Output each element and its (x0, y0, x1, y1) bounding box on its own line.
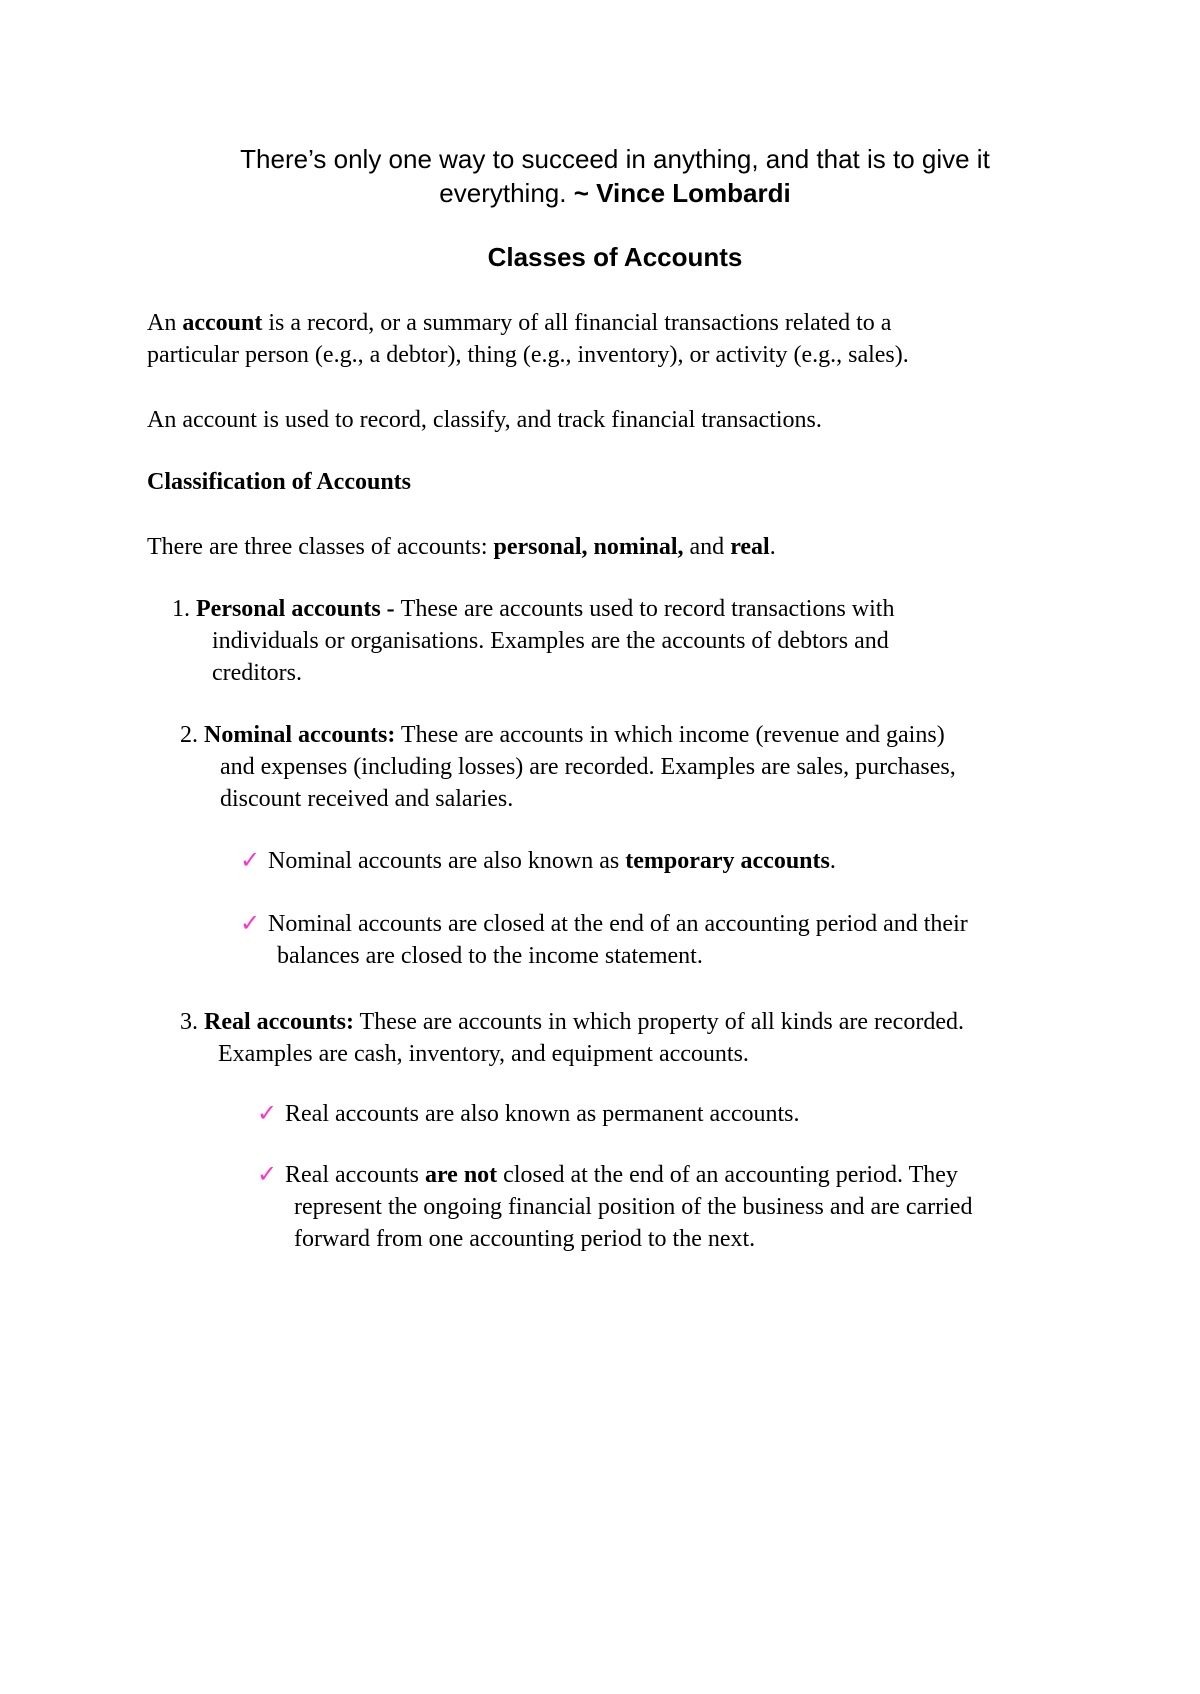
note-bold: temporary accounts (625, 848, 830, 874)
checkmark-icon: ✓ (240, 909, 261, 937)
lead-bold: personal, nominal, (493, 534, 684, 560)
list-item-nominal-accounts (180, 719, 1060, 815)
intro-text: particular person (e.g., a debtor), thing (e.g., inventory), or activity (e.g., sales). (147, 342, 909, 368)
lead-text: There are three classes of accounts: (147, 534, 494, 560)
list-item-text: and expenses (including losses) are recorded. Examples are sales, purchases, (220, 754, 956, 780)
list-item-line (180, 1006, 1060, 1038)
list-number: 3. (180, 1009, 198, 1035)
list-item-label: Nominal accounts: (204, 722, 396, 748)
list-item-text: individuals or organisations. Examples are the accounts of debtors and (212, 628, 889, 654)
lead-bold: real (730, 534, 770, 560)
list-item-real-accounts (180, 1006, 1060, 1070)
list-item-label: Personal accounts (196, 596, 381, 622)
list-number: 2. (180, 722, 198, 748)
checkmark-icon: ✓ (240, 846, 261, 874)
intro-paragraph-2: An account is used to record, classify, and track financial transactions. (147, 407, 822, 433)
note-text: Nominal accounts are closed at the end of an accounting period and their (268, 911, 968, 937)
list-item-separator: - (380, 596, 401, 622)
list-item-personal-accounts (172, 593, 1052, 689)
note-text: Real accounts (285, 1162, 425, 1188)
nominal-note-1 (240, 844, 1060, 877)
checkmark-icon: ✓ (257, 1099, 278, 1127)
intro-paragraph-1 (147, 307, 1077, 371)
note-text: Nominal accounts are also known as (268, 848, 626, 874)
note-text: . (829, 848, 836, 874)
section-heading: Classification of Accounts (147, 469, 411, 495)
list-number: 1. (172, 596, 190, 622)
list-item-text: These are accounts in which income (revenue and gains) (395, 722, 945, 748)
list-item-text: Examples are cash, inventory, and equipment accounts. (218, 1041, 749, 1067)
note-text: closed at the end of an accounting period. They (497, 1162, 958, 1188)
note-text: Real accounts are also known as permanent accounts. (285, 1101, 800, 1127)
quote (150, 142, 1080, 210)
intro-text: is a record, or a summary of all financial transactions related to a (262, 310, 892, 336)
quote-author: ~ Vince Lombardi (573, 178, 791, 208)
lead-text: . (769, 534, 776, 560)
list-item-text: discount received and salaries. (220, 786, 514, 812)
note-text: forward from one accounting period to the next. (294, 1226, 756, 1252)
quote-line-2: everything. (439, 178, 567, 208)
intro-bold-term: account (182, 310, 263, 336)
real-note-1 (257, 1097, 1077, 1130)
note-text: balances are closed to the income statement. (277, 943, 703, 969)
list-item-text: These are accounts in which property of all kinds are recorded. (353, 1009, 964, 1035)
lead-text: and (683, 534, 731, 560)
list-item-line (172, 593, 1052, 625)
real-note-2 (257, 1158, 1077, 1255)
nominal-note-2 (240, 907, 1060, 972)
note-bold: are not (424, 1162, 498, 1188)
list-item-label: Real accounts: (204, 1009, 354, 1035)
page-title: Classes of Accounts (487, 242, 743, 272)
list-item-line (180, 719, 1060, 751)
checkmark-icon: ✓ (257, 1160, 278, 1188)
classification-lead (147, 531, 1077, 563)
note-text: represent the ongoing financial position of the business and are carried (294, 1194, 973, 1220)
quote-line-1: There’s only one way to succeed in anything, and that is to give it (240, 144, 990, 174)
list-item-text: creditors. (212, 660, 302, 686)
intro-text: An (147, 310, 183, 336)
list-item-text: These are accounts used to record transactions with (400, 596, 895, 622)
